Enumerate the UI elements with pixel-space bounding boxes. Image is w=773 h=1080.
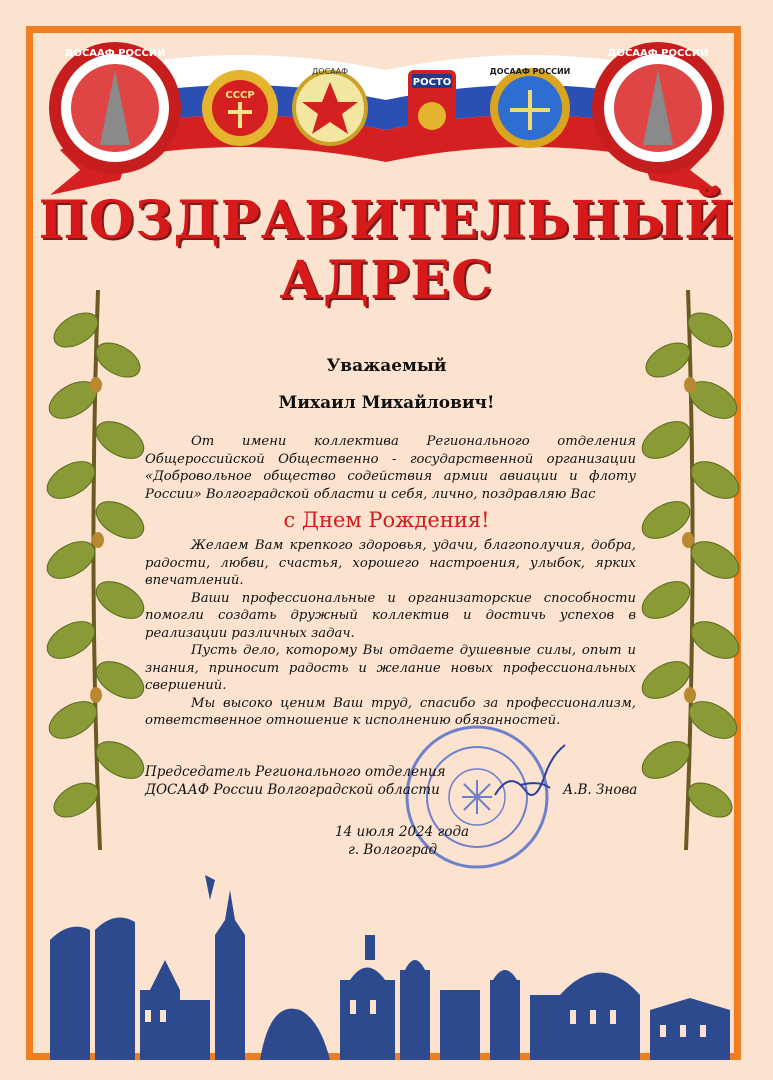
wishes-block [145,537,636,730]
handwritten-signature [490,740,570,810]
emblem-dosaaf-russia-label: ДОСААФ РОССИИ [489,67,571,76]
recipient-name: Михаил Михайлович! [278,393,495,413]
salutation: Уважаемый [326,356,447,376]
title-line-1: ПОЗДРАВИТЕЛЬНЫЙ [38,190,735,251]
signer-name: А.В. Знова [563,782,638,798]
emblem-dosaaf-label: ДОСААФ [312,67,348,76]
emblem-right-label: ДОСААФ РОССИИ [607,48,709,59]
emblem-ussr-label: СССР [225,90,255,101]
emblem-left-label: ДОСААФ РОССИИ [64,48,166,59]
title-line-2: АДРЕС [279,250,494,311]
emblem-ussr [202,70,278,146]
wish-paragraph: Желаем Вам крепкого здоровья, удачи, благополучия, добра, радости, любви, счастья, хорошего настроения, улыбок, ярких впечатлений. [145,538,636,588]
intro-block [145,433,636,503]
emblem-left [49,42,181,174]
wish-paragraph: Мы высоко ценим Ваш труд, спасибо за профессионализм, ответственное отношение к исполнению обязанностей. [145,695,636,728]
emblem-rosto-label: РОСТО [412,77,452,88]
document-date: 14 июля 2024 года [335,824,470,840]
emblem-rosto [408,70,456,142]
document-city: г. Волгоград [348,842,438,858]
emblem-right [592,42,724,174]
signer-position-line-1: Председатель Регионального отделения [145,764,446,780]
wish-paragraph: Пусть дело, которому Вы отдаете душевные силы, опыт и знания, приносит радость и желание новых профессиональных свершений. [145,643,636,693]
signer-position-line-2: ДОСААФ России Волгоградской области [145,782,440,798]
occasion-heading: с Днем Рождения! [283,508,490,532]
wish-paragraph: Ваши профессиональные и организаторские способности помогли создать дружный коллектив и достичь успехов в реализации различных задач. [145,590,636,641]
intro-text: От имени коллектива Регионального отделения Общероссийской Общественно - государственной организации «Добровольное общество содействия армии авиации и флоту России» Волгоградской области и себя, лично, поздравляю Вас [145,434,636,502]
header-banner [40,30,733,205]
volgograd-skyline [30,860,741,1060]
